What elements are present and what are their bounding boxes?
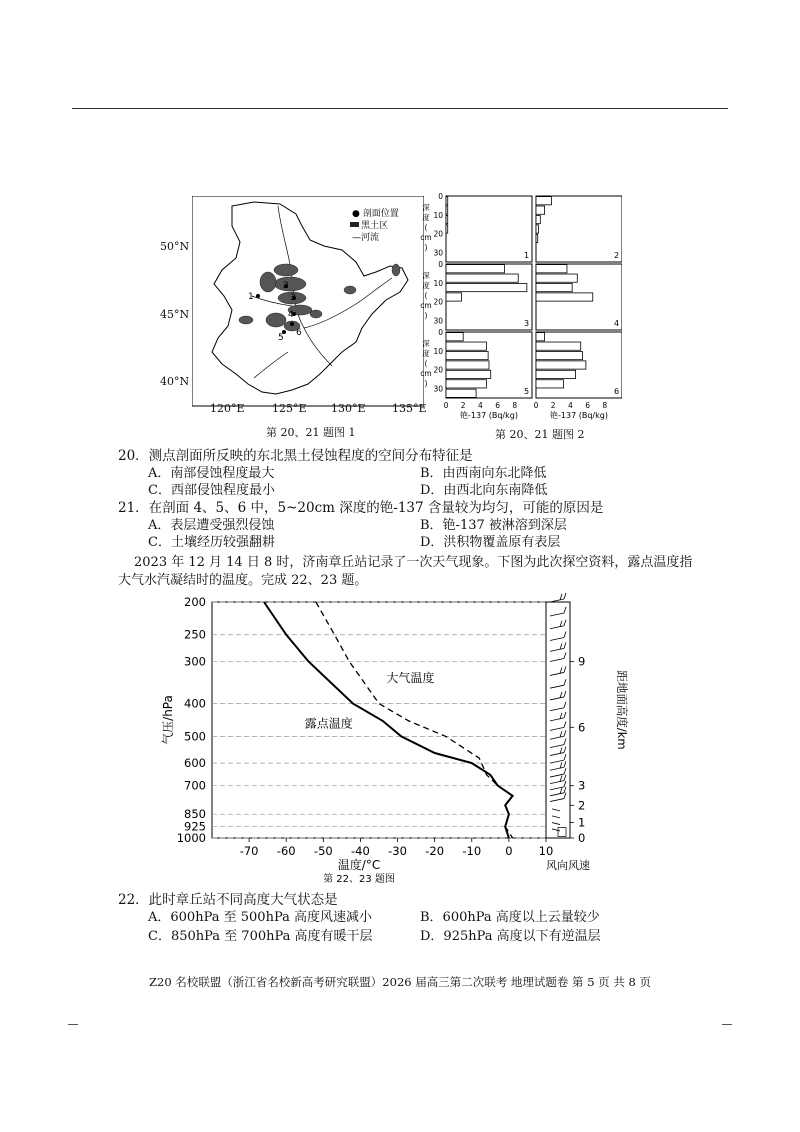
q21-option-b[interactable]: B．铯-137 被淋溶到深层 <box>420 518 567 533</box>
cesium-panel <box>536 264 622 330</box>
depth-tick: 20 <box>433 297 443 307</box>
temp-tick: 0 <box>505 844 513 858</box>
header-rule <box>72 108 728 109</box>
wind-barb-feather <box>564 761 566 767</box>
depth-tick: 0 <box>438 260 443 269</box>
height-tick: 2 <box>578 798 586 813</box>
cesium-bar <box>446 283 527 291</box>
wind-barb <box>552 816 560 818</box>
wind-barb <box>550 697 564 700</box>
cesium-bar <box>446 293 461 301</box>
lon-label: 120°E <box>210 402 245 415</box>
plot-frame <box>212 602 546 838</box>
q21-option-c[interactable]: C．土壤经历较强翻耕 <box>148 535 275 550</box>
depth-axis-label: cm <box>420 301 432 310</box>
height-tick: 0 <box>578 831 586 845</box>
cesium-profiles <box>418 190 622 430</box>
wind-barb-feather <box>564 775 566 781</box>
wind-barb-feather <box>564 747 566 753</box>
depth-axis-label: ( <box>424 291 428 300</box>
height-tick: 9 <box>578 654 586 669</box>
wind-barb <box>550 753 564 756</box>
wind-barb-feather <box>564 631 566 637</box>
wind-barb <box>550 745 564 748</box>
margin-mark <box>722 1024 732 1025</box>
site-label: 4 <box>288 310 294 320</box>
northeast-map <box>192 196 424 410</box>
q20-option-d[interactable]: D．由西北向东南降低 <box>420 483 548 498</box>
depth-tick: 30 <box>433 248 443 258</box>
wind-barb-feather <box>564 754 566 760</box>
depth-axis-label: cm <box>420 233 432 242</box>
cesium-tick: 0 <box>443 401 449 410</box>
height-tick: 3 <box>578 778 586 793</box>
panel-id: 5 <box>524 387 530 396</box>
depth-tick: 10 <box>433 346 443 356</box>
wind-barb-feather <box>564 712 566 718</box>
wind-barb <box>552 809 560 811</box>
cesium-bar <box>536 370 576 378</box>
depth-axis-label: 深 <box>422 339 430 348</box>
wind-barb <box>550 626 564 629</box>
wind-barb-feather <box>564 593 566 599</box>
wind-barb <box>550 793 564 796</box>
margin-mark <box>68 1024 78 1025</box>
wind-barb-feather <box>564 768 566 774</box>
wind-barb-feather <box>564 679 566 685</box>
cesium-bar <box>446 265 504 273</box>
depth-tick: 10 <box>433 210 443 220</box>
depth-tick: 0 <box>438 192 443 201</box>
cesium-tick: 2 <box>460 401 466 410</box>
wind-barb-feather <box>564 652 566 658</box>
cesium-bar <box>536 333 545 341</box>
panel-id: 2 <box>614 251 620 260</box>
temp-tick: -60 <box>276 844 296 858</box>
cesium-bar <box>446 380 486 388</box>
wind-barb <box>550 767 564 770</box>
lat-label: 45°N <box>160 308 190 321</box>
wind-barb <box>550 613 564 616</box>
wind-panel <box>546 602 570 838</box>
cesium-panel <box>420 328 532 420</box>
height-tick: 6 <box>578 720 586 735</box>
wind-barb-feather <box>564 781 566 787</box>
wind-barb-feather <box>564 739 566 745</box>
temp-tick: -70 <box>239 844 259 858</box>
depth-axis-label: ( <box>424 359 428 368</box>
sounding-chart <box>150 586 650 886</box>
cesium-bar <box>536 265 567 273</box>
question-20: 20．测点剖面所反映的东北黑土侵蚀程度的空间分布特征是 <box>118 448 473 464</box>
cesium-bar <box>536 215 540 223</box>
intro-line-2: 大气水汽凝结时的温度。完成 22、23 题。 <box>118 573 368 588</box>
wind-barb-feather <box>564 721 566 727</box>
wind-barb <box>550 736 564 739</box>
depth-tick: 20 <box>433 229 443 239</box>
wind-barb <box>550 718 564 721</box>
cesium-bar <box>446 342 486 350</box>
temp-tick: -50 <box>313 844 333 858</box>
temp-tick: -20 <box>425 844 445 858</box>
site-label: 6 <box>296 328 302 338</box>
wind-barb <box>552 829 560 831</box>
cesium-bar <box>536 342 581 350</box>
cesium-axis-label: 铯-137 (Bq/kg) <box>550 411 608 420</box>
depth-tick: 10 <box>433 278 443 288</box>
wind-barb-feather <box>564 730 566 736</box>
pressure-tick: 200 <box>184 595 206 609</box>
pressure-tick: 1000 <box>176 831 206 845</box>
depth-tick: 20 <box>433 365 443 375</box>
surface-box <box>558 827 566 836</box>
legend-black-soil: 黑土区 <box>361 221 389 231</box>
depth-axis-label: ) <box>424 311 428 320</box>
q21-option-a[interactable]: A．表层遭受强烈侵蚀 <box>148 518 275 533</box>
wind-barb-feather <box>564 666 566 672</box>
wind-barb-feather <box>564 787 566 793</box>
depth-axis-label: ) <box>424 243 428 252</box>
depth-axis-label: ) <box>424 379 428 388</box>
lon-label: 135°E <box>392 402 427 415</box>
site-label: 5 <box>278 333 284 343</box>
cesium-tick: 4 <box>478 401 483 410</box>
panel-id: 3 <box>524 319 530 328</box>
wind-barb <box>550 658 564 661</box>
cesium-axis-label: 铯-137 (Bq/kg) <box>460 411 518 420</box>
q22-option-d[interactable]: D．925hPa 高度以下有逆温层 <box>420 929 601 944</box>
cesium-tick: 8 <box>602 401 608 410</box>
wind-barb <box>552 823 560 825</box>
pressure-tick: 850 <box>184 807 206 822</box>
q20-option-a[interactable]: A．南部侵蚀程度最大 <box>148 466 275 481</box>
cesium-bar <box>446 389 476 397</box>
site-label: 3 <box>290 293 296 303</box>
cesium-bar <box>536 283 572 291</box>
q22-option-a[interactable]: A．600hPa 至 500hPa 高度风速减小 <box>148 910 372 925</box>
panel-frame <box>536 196 622 262</box>
pressure-tick: 500 <box>184 729 206 744</box>
cesium-tick: 6 <box>585 401 590 410</box>
cesium-tick: 4 <box>568 401 573 410</box>
panel-id: 1 <box>524 251 530 260</box>
temp-tick: 10 <box>538 844 554 858</box>
height-tick: 1 <box>578 815 586 830</box>
wind-barb <box>550 685 564 688</box>
depth-axis-label: cm <box>420 369 432 378</box>
cesium-bar <box>446 225 448 233</box>
depth-axis-label: 度 <box>422 349 430 358</box>
lat-label: 50°N <box>160 240 190 253</box>
depth-axis-label: 深 <box>422 203 430 212</box>
cesium-bar <box>446 333 463 341</box>
cesium-bar <box>536 274 577 282</box>
panel-id: 6 <box>614 387 620 396</box>
wind-barb <box>550 648 564 651</box>
lon-label: 125°E <box>272 402 307 415</box>
wind-barb <box>550 727 564 730</box>
cesium-bar <box>446 215 448 223</box>
cesium-bar <box>536 234 538 242</box>
height-axis-label: 距地面高度/km <box>615 670 629 750</box>
cesium-bar <box>446 361 489 369</box>
q20-option-b[interactable]: B．由西南向东北降低 <box>420 466 547 481</box>
cesium-panel <box>534 332 622 420</box>
q20-option-c[interactable]: C．西部侵蚀程度最小 <box>148 483 275 498</box>
pressure-tick: 925 <box>184 819 206 834</box>
lat-label: 40°N <box>160 375 190 388</box>
depth-tick: 30 <box>433 316 443 326</box>
cesium-tick: 0 <box>533 401 539 410</box>
cesium-panel <box>420 192 532 262</box>
temp-axis-label: 温度/°C <box>337 858 381 872</box>
legend-section-position: ● 剖面位置 <box>352 209 399 219</box>
temp-tick: -10 <box>462 844 482 858</box>
cesium-bar <box>536 361 586 369</box>
panel-id: 4 <box>614 319 620 328</box>
wind-barb-feather <box>564 607 566 613</box>
intro-line-1: 2023 年 12 月 14 日 8 时，济南章丘站记录了一次天气现象。下图为此次探空资料，露点温度指 <box>134 555 693 570</box>
depth-axis-label: 度 <box>422 213 430 222</box>
site-label: 1 <box>248 292 254 302</box>
panel-frame <box>446 196 532 262</box>
fig2-caption: 第 20、21 题图 2 <box>495 428 585 441</box>
lon-label: 130°E <box>331 402 366 415</box>
wind-barb-feather <box>564 691 566 697</box>
cesium-bar <box>446 274 518 282</box>
cesium-tick: 6 <box>495 401 500 410</box>
cesium-bar <box>446 197 448 205</box>
dewpoint-line <box>264 602 513 838</box>
dewpoint-label: 露点温度 <box>304 716 353 731</box>
legend-river: —河流 <box>352 233 380 243</box>
question-21: 21．在剖面 4、5、6 中，5~20cm 深度的铯-137 含量较为均匀，可能的原因是 <box>118 500 604 516</box>
fig1-caption: 第 20、21 题图 1 <box>266 426 356 439</box>
pressure-tick: 300 <box>184 654 206 669</box>
cesium-panel <box>420 260 532 330</box>
pressure-tick: 700 <box>184 778 206 793</box>
wind-barb <box>550 637 564 640</box>
wind-barb <box>550 672 564 675</box>
page-footer: Z20 名校联盟（浙江省名校新高考研究联盟）2026 届高三第二次联考 地理试题卷 第 5 页 共 8 页 <box>149 975 651 989</box>
depth-axis-label: 深 <box>422 271 430 280</box>
pressure-axis-label: 气压/hPa <box>161 695 175 745</box>
cesium-bar <box>446 351 488 359</box>
depth-tick: 30 <box>433 384 443 394</box>
wind-barb <box>550 708 564 711</box>
pressure-tick: 250 <box>184 627 206 642</box>
q21-option-d[interactable]: D．洪积物覆盖原有表层 <box>420 535 561 550</box>
cesium-bar <box>446 370 491 378</box>
wind-barb <box>550 799 564 802</box>
cesium-bar <box>536 225 539 233</box>
cesium-tick: 2 <box>550 401 556 410</box>
depth-tick: 0 <box>438 328 443 337</box>
wind-barb-feather <box>564 793 566 799</box>
pressure-tick: 600 <box>184 756 206 771</box>
cesium-panel <box>536 196 622 262</box>
wind-barb-feather <box>564 620 566 626</box>
temp-tick: -30 <box>388 844 407 858</box>
cesium-bar <box>536 380 564 388</box>
depth-axis-label: 度 <box>422 281 430 290</box>
q22-option-b[interactable]: B．600hPa 高度以上云量较少 <box>420 910 600 925</box>
fig3-caption: 第 22、23 题图 <box>323 874 395 885</box>
wind-axis-label: 风向风速 <box>546 859 590 872</box>
depth-axis-label: ( <box>424 223 428 232</box>
cesium-bar <box>536 206 545 214</box>
air-temp-label: 大气温度 <box>386 670 435 685</box>
wind-barb-feather <box>564 702 566 708</box>
wind-barb <box>550 781 564 784</box>
question-22: 22．此时章丘站不同高度大气状态是 <box>118 892 338 908</box>
wind-barb-feather <box>564 642 566 648</box>
cesium-bar <box>536 293 593 301</box>
cesium-bar <box>536 351 582 359</box>
cesium-bar <box>446 206 448 214</box>
pressure-tick: 400 <box>184 696 206 711</box>
cesium-bar <box>536 197 551 205</box>
q22-option-c[interactable]: C．850hPa 至 700hPa 高度有暖干层 <box>148 929 373 944</box>
site-label: 2 <box>283 281 289 291</box>
temp-tick: -40 <box>351 844 370 858</box>
cesium-tick: 8 <box>512 401 518 410</box>
